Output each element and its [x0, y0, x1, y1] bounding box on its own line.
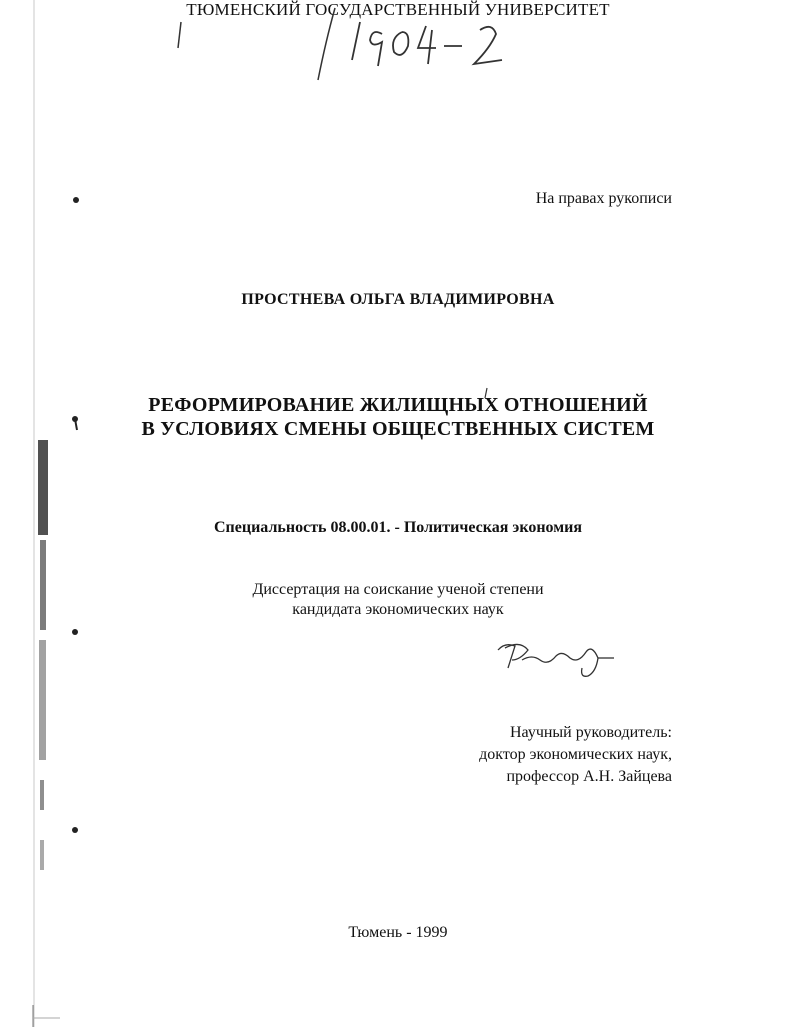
punch-dot	[72, 827, 78, 833]
handwritten-number-image	[340, 8, 530, 78]
author-name: ПРОСТНЕВА ОЛЬГА ВЛАДИМИРОВНА	[241, 291, 555, 308]
handwritten-stroke	[318, 8, 335, 80]
punch-dot	[72, 629, 78, 635]
specialty: Специальность 08.00.01. - Политическая экономия	[213, 519, 583, 536]
signature-image	[498, 644, 614, 676]
binding-noise	[39, 640, 46, 760]
advisor-line-2: доктор экономических наук,	[479, 746, 672, 763]
handwritten-stroke	[178, 22, 181, 48]
university-name: ТЮМЕНСКИЙ ГОСУДАРСТВЕННЫЙ УНИВЕРСИТЕТ	[186, 0, 610, 19]
punch-dot	[73, 197, 79, 203]
binding-noise	[40, 840, 44, 870]
city-year: Тюмень - 1999	[348, 924, 448, 941]
binding-noise	[40, 780, 44, 810]
dissertation-degree	[0, 580, 796, 620]
degree-line-1: Диссертация на соискание ученой степени	[252, 581, 544, 598]
scientific-advisor	[479, 722, 672, 788]
title-line-1: РЕФОРМИРОВАНИЕ ЖИЛИЩНЫХ ОТНОШЕНИЙ	[148, 394, 648, 416]
advisor-line-1: Научный руководитель:	[509, 724, 672, 741]
rights-note: На правах рукописи	[535, 190, 672, 207]
dissertation-title	[0, 393, 796, 441]
title-line-2: В УСЛОВИЯХ СМЕНЫ ОБЩЕСТВЕННЫХ СИСТЕМ	[141, 418, 655, 440]
advisor-line-3: профессор А.Н. Зайцева	[506, 768, 672, 785]
degree-line-2: кандидата экономических наук	[292, 601, 504, 618]
